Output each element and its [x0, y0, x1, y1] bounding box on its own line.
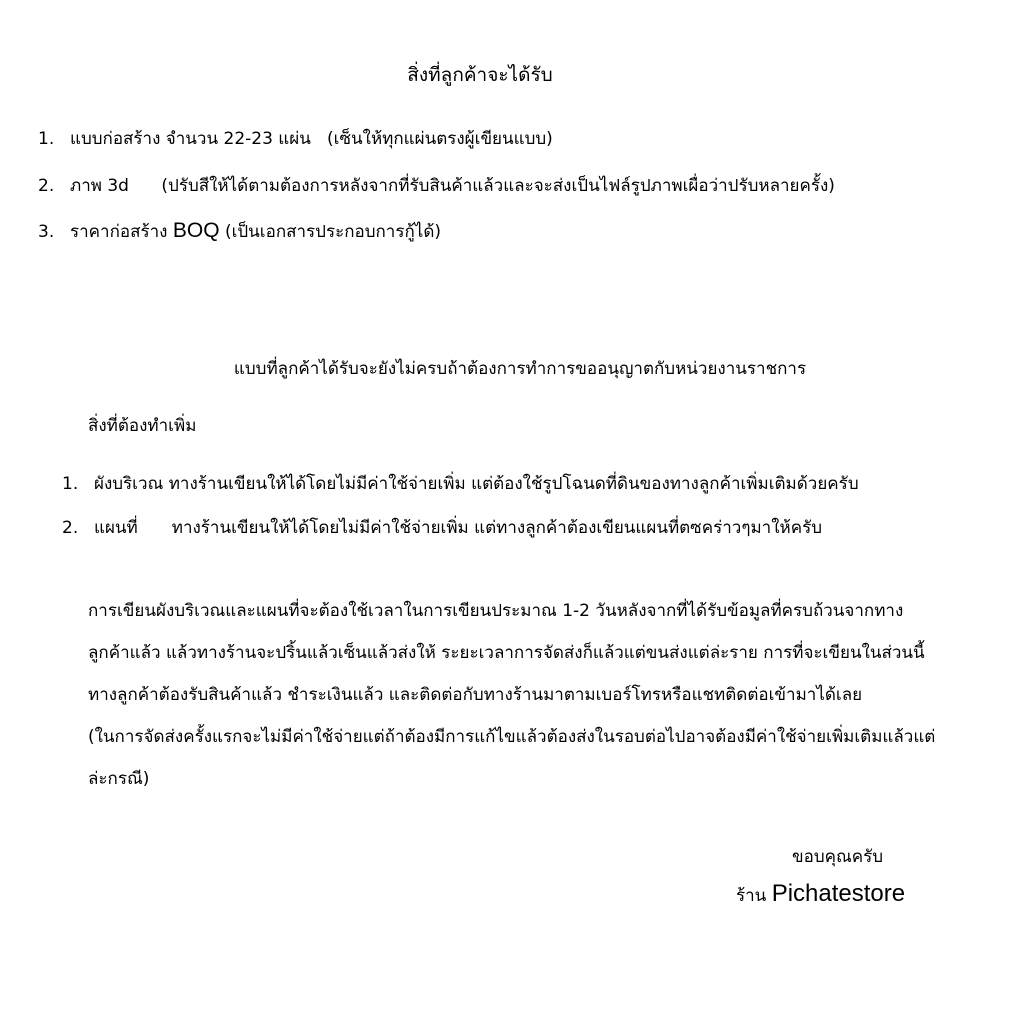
todo-text: ทางร้านเขียนให้ได้โดยไม่มีค่าใช้จ่ายเพิ่ม แต่ทางลูกค้าต้องเขียนแผนที่ตซคร่าวๆมาให้ครับ [171, 518, 822, 538]
paragraph-line: การเขียนผังบริเวณและแผนที่จะต้องใช้เวลาในการเขียนประมาณ 1-2 วันหลังจากที่ได้รับข้อมูลที่ครบถ้วนจากทาง [88, 601, 904, 621]
todo-label: แผนที่ [94, 518, 138, 538]
paragraph-line: (ในการจัดส่งครั้งแรกจะไม่มีค่าใช้จ่ายแต่ถ้าต้องมีการแก้ไขแล้วต้องส่งในรอบต่อไปอาจต้องมีค่าใช้จ่ายเพิ่มเติมแล้วแต่ [88, 727, 936, 747]
shop-signature [736, 880, 905, 909]
todo-heading: สิ่งที่ต้องทำเพิ่ม [88, 416, 197, 436]
boq-emphasis: BOQ [172, 219, 220, 242]
notice-text: แบบที่ลูกค้าได้รับจะยังไม่ครบถ้าต้องการทำการขออนุญาตกับหน่วยงานราชการ [233, 359, 807, 379]
document-title: สิ่งที่ลูกค้าจะได้รับ [407, 64, 553, 86]
info-paragraph [88, 590, 988, 800]
todo-text: ทางร้านเขียนให้ได้โดยไม่มีค่าใช้จ่ายเพิ่ม แต่ต้องใช้รูปโฉนดที่ดินของทางลูกค้าเพิ่มเติมด้วยครับ [168, 474, 859, 494]
thanks-text: ขอบคุณครับ [792, 847, 884, 867]
todo-item [62, 470, 859, 497]
list-item [38, 125, 553, 152]
paragraph-line: ทางลูกค้าต้องรับสินค้าแล้ว ชำระเงินแล้ว และติดต่อกับทางร้านมาตามเบอร์โทรหรือแชทติดต่อเข้ามาได้เลย [88, 685, 863, 705]
list-text: แบบก่อสร้าง จำนวน 22-23 แผ่น (เซ็นให้ทุกแผ่นตรงผู้เขียนแบบ) [70, 129, 553, 149]
list-number: 2. [62, 518, 79, 538]
todo-label: ผังบริเวณ [94, 474, 164, 494]
paragraph-line: ลูกค้าแล้ว แล้วทางร้านจะปริ้นแล้วเซ็นแล้วส่งให้ ระยะเวลาการจัดส่งก็แล้วแต่ขนส่งแต่ล่ะราย การที่จะเขียนในส่วนนี้ [88, 643, 925, 663]
list-text-suffix: (เป็นเอกสารประกอบการกู้ได้) [219, 222, 442, 242]
list-number: 3. [38, 222, 55, 242]
list-number: 1. [62, 474, 79, 494]
shop-prefix: ร้าน [736, 886, 772, 906]
list-text-prefix: ราคาก่อสร้าง [70, 222, 173, 242]
list-item [38, 172, 835, 199]
list-number: 2. [38, 176, 55, 196]
shop-name: Pichatestore [771, 880, 906, 907]
paragraph-line: ล่ะกรณี) [88, 769, 150, 789]
list-item [38, 218, 441, 245]
list-number: 1. [38, 129, 55, 149]
list-text: ภาพ 3d (ปรับสีให้ได้ตามต้องการหลังจากที่รับสินค้าแล้วและจะส่งเป็นไฟล์รูปภาพเผื่อว่าปรับหลายครั้ง) [70, 176, 835, 196]
todo-item [62, 514, 822, 541]
